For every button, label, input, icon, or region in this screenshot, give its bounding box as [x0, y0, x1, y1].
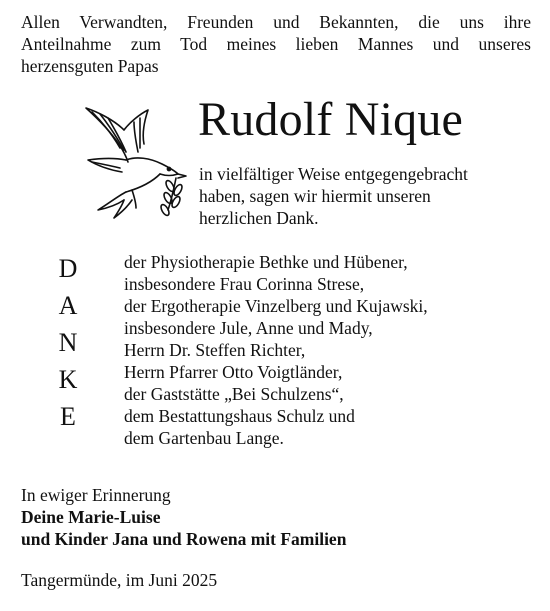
place-date: Tangermünde, im Juni 2025: [21, 570, 218, 590]
dove-with-olive-branch-icon: [78, 100, 190, 222]
children-signature: und Kinder Jana und Rowena mit Familien: [21, 529, 347, 549]
list-item: der Ergotherapie Vinzelberg und Kujawski,: [124, 296, 428, 316]
danke-letter: E: [60, 402, 76, 431]
thanks-line: in vielfältiger Weise entgegengebracht: [199, 164, 468, 184]
thanks-line: haben, sagen wir hiermit unseren: [199, 186, 431, 206]
danke-letter: D: [58, 254, 78, 283]
wife-signature: Deine Marie-Luise: [21, 507, 161, 527]
danke-letter: N: [58, 328, 78, 357]
danke-vertical: [48, 250, 88, 435]
deceased-name: Rudolf Nique: [198, 93, 464, 146]
intro-line: Allen Verwandten, Freunden und Bekannten, die uns ihre: [21, 12, 531, 32]
list-item: insbesondere Frau Corinna Strese,: [124, 274, 365, 294]
intro-line: Anteilnahme zum Tod meines lieben Mannes und unseres: [21, 34, 531, 54]
thanks-text: [199, 163, 539, 229]
thanks-line: herzlichen Dank.: [199, 208, 319, 228]
recipient-list: [124, 251, 524, 449]
list-item: der Physiotherapie Bethke und Hübener,: [124, 252, 408, 272]
intro-line: herzensguten Papas: [21, 56, 159, 76]
danke-letter: A: [58, 291, 78, 320]
list-item: insbesondere Jule, Anne und Mady,: [124, 318, 373, 338]
intro-text: [21, 11, 531, 77]
remembrance-line: In ewiger Erinnerung: [21, 485, 171, 505]
list-item: dem Bestattungshaus Schulz und: [124, 406, 355, 426]
closing-signature: [21, 484, 346, 550]
list-item: Herrn Pfarrer Otto Voigtländer,: [124, 362, 343, 382]
list-item: dem Gartenbau Lange.: [124, 428, 284, 448]
list-item: der Gaststätte „Bei Schulzens“,: [124, 384, 344, 404]
danke-letter: K: [58, 365, 78, 394]
list-item: Herrn Dr. Steffen Richter,: [124, 340, 306, 360]
